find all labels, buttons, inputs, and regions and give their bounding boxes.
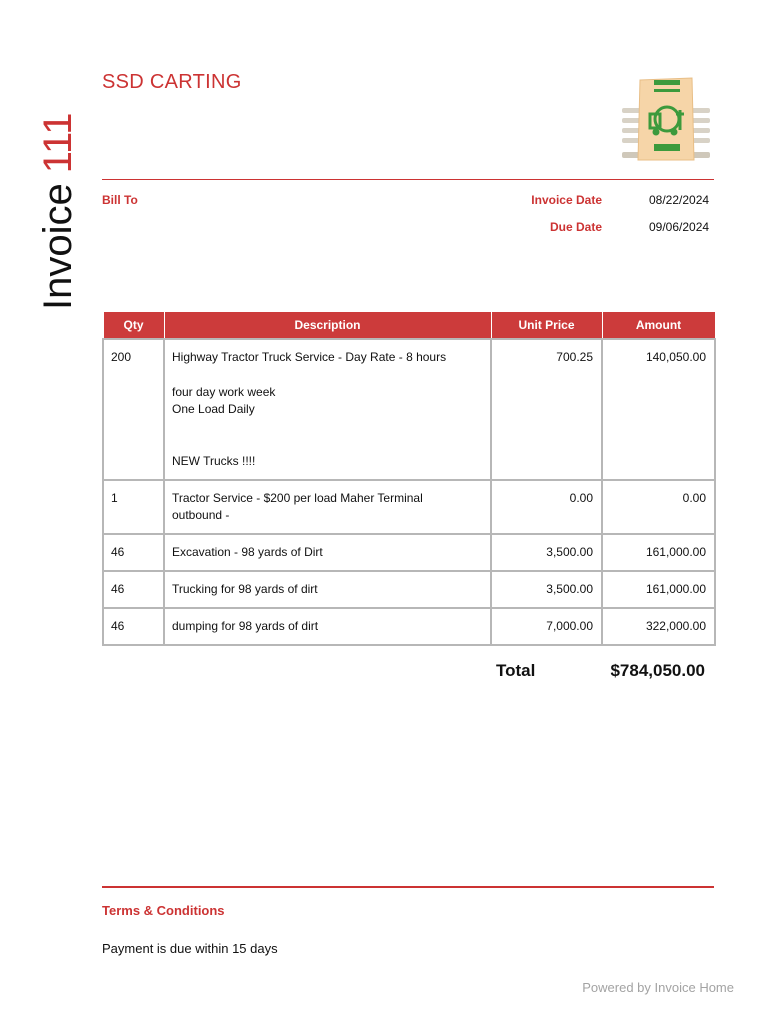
- amount-cell: 140,050.00: [602, 339, 715, 480]
- amount-cell: 161,000.00: [602, 534, 715, 571]
- header-divider: [102, 179, 714, 180]
- description-line: Tractor Service - $200 per load Maher Terminal: [172, 491, 423, 505]
- table-row: [103, 339, 715, 480]
- invoice-date-label: Invoice Date: [531, 193, 602, 207]
- amount-cell: 161,000.00: [602, 571, 715, 608]
- description-cell: [164, 480, 491, 534]
- invoice-title-word: Invoice: [36, 183, 80, 310]
- table-row: [103, 608, 715, 645]
- line-items-table: [102, 311, 716, 646]
- unit-price-cell: 700.25: [491, 339, 602, 480]
- cement-mixer-truck-logo: [618, 74, 714, 164]
- qty-header: Qty: [103, 312, 164, 340]
- due-date-label: Due Date: [549, 220, 602, 234]
- qty-cell: 46: [103, 571, 164, 608]
- qty-cell: 46: [103, 534, 164, 571]
- description-line: NEW Trucks !!!!: [172, 454, 256, 468]
- invoice-number: 111: [36, 112, 80, 174]
- unit-price-cell: 0.00: [491, 480, 602, 534]
- footer-divider: [102, 886, 714, 888]
- terms-title: Terms & Conditions: [102, 903, 225, 918]
- table-row: [103, 480, 715, 534]
- description-line: Highway Tractor Truck Service - Day Rate - 8 hours: [172, 350, 447, 364]
- qty-cell: 46: [103, 608, 164, 645]
- due-date-value: 09/06/2024: [649, 220, 710, 234]
- table-header-row: [103, 312, 715, 340]
- table-row: [103, 571, 715, 608]
- total-value: $784,050.00: [610, 661, 705, 680]
- amount-header: Amount: [602, 312, 715, 340]
- unit-price-cell: 3,500.00: [491, 571, 602, 608]
- terms-text: Payment is due within 15 days: [102, 941, 278, 956]
- unit-price-header: Unit Price: [491, 312, 602, 340]
- amount-cell: 322,000.00: [602, 608, 715, 645]
- invoice-date-value: 08/22/2024: [649, 193, 710, 207]
- table-row: [103, 534, 715, 571]
- amount-cell: 0.00: [602, 480, 715, 534]
- invoice-title: [38, 112, 78, 310]
- company-name: SSD CARTING: [102, 71, 242, 93]
- description-header: Description: [164, 312, 491, 340]
- description-cell: [164, 339, 491, 480]
- description-cell: dumping for 98 yards of dirt: [164, 608, 491, 645]
- total-label: Total: [496, 661, 536, 680]
- powered-by-link[interactable]: Powered by Invoice Home: [582, 980, 734, 995]
- qty-cell: 200: [103, 339, 164, 480]
- description-line: One Load Daily: [172, 402, 255, 416]
- description-cell: Excavation - 98 yards of Dirt: [164, 534, 491, 571]
- description-line: four day work week: [172, 385, 276, 399]
- description-cell: Trucking for 98 yards of dirt: [164, 571, 491, 608]
- unit-price-cell: 3,500.00: [491, 534, 602, 571]
- unit-price-cell: 7,000.00: [491, 608, 602, 645]
- qty-cell: 1: [103, 480, 164, 534]
- description-line: outbound -: [172, 508, 230, 522]
- bill-to-label: Bill To: [102, 193, 138, 207]
